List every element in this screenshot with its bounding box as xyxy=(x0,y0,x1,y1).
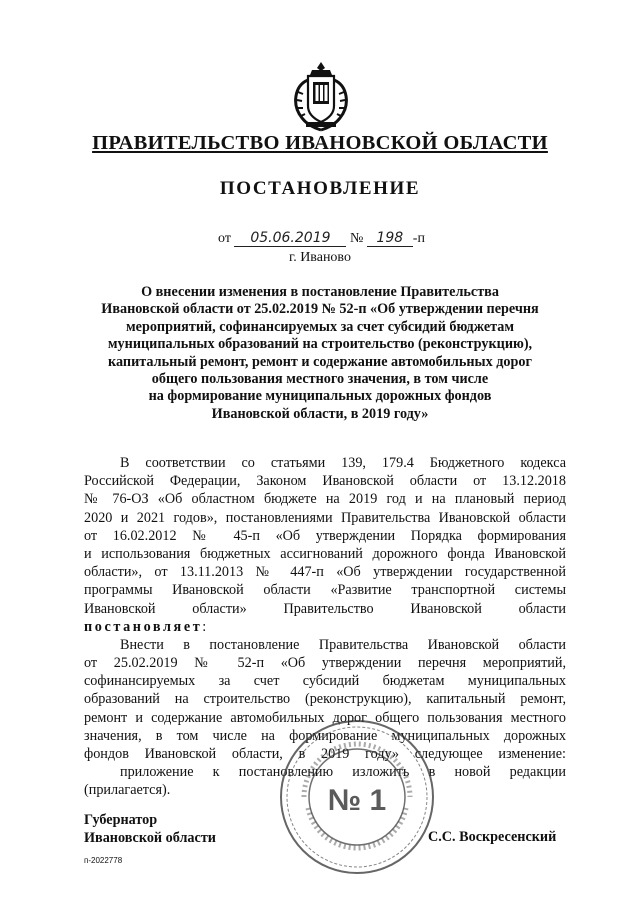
document-kind: ПОСТАНОВЛЕНИЕ xyxy=(219,178,421,199)
body-line: Ивановской области» Правительство Ивановской области xyxy=(84,600,566,617)
date-prefix: от xyxy=(218,231,231,246)
subject-line: муниципальных образований на строительство (реконструкцию), xyxy=(107,336,533,353)
body-line: В соответствии со статьями 139, 179.4 Бюджетного кодекса xyxy=(120,455,566,471)
organization-title: ПРАВИТЕЛЬСТВО ИВАНОВСКОЙ ОБЛАСТИ xyxy=(92,132,548,154)
subject-line: Ивановской области, в 2019 году» xyxy=(211,405,429,422)
document-date: 05.06.2019 xyxy=(234,231,346,247)
signatory-name: С.С. Воскресенский xyxy=(428,829,557,845)
body-line: софинансируемых за счет субсидий бюджетам муниципальных xyxy=(84,673,566,690)
resolves-colon: : xyxy=(202,618,207,635)
body-line: № 76-ОЗ «Об областном бюджете на 2019 год и на плановый период xyxy=(84,491,566,508)
subject-line: О внесении изменения в постановление Правительства xyxy=(141,284,499,300)
document-number: 198 xyxy=(367,231,413,247)
subject-title xyxy=(80,284,560,423)
body-line: от 16.02.2012 № 45-п «Об утверждении Порядка формирования xyxy=(84,527,566,544)
subject-line: мероприятий, софинансируемых за счет субсидий бюджетам xyxy=(125,318,515,335)
body-line: образований на строительство (реконструкцию), капитальный ремонт, xyxy=(84,691,566,708)
signatory-title-line: Ивановской области xyxy=(84,830,216,846)
signatory-title xyxy=(84,811,216,847)
body-line: значения, в том числе на формирование муниципальных дорожных xyxy=(84,727,566,744)
body-line: Внести в постановление Правительства Ивановской области xyxy=(120,636,566,653)
body-line: фондов Ивановской области, в 2019 году» следующее изменение: xyxy=(84,746,566,762)
subject-line: общего пользования местного значения, в том числе xyxy=(151,371,489,388)
body-line: приложение к постановлению изложить в новой редакции xyxy=(120,764,566,781)
body-line: программы Ивановской области «Развитие транспортной системы xyxy=(84,582,566,599)
body-line: и использования бюджетных ассигнований дорожного фонда Ивановской xyxy=(84,545,566,562)
date-number-line xyxy=(218,231,425,247)
body-line: 2020 и 2021 годов», постановлениями Правительства Ивановской области xyxy=(84,509,566,526)
body-line: от 25.02.2019 № 52-п «Об утверждении перечня мероприятий, xyxy=(84,655,566,672)
number-suffix: -п xyxy=(412,231,425,246)
stamp-center-text: № 1 xyxy=(327,784,387,817)
subject-line: на формирование муниципальных дорожных фондов xyxy=(148,388,492,405)
body-line: ремонт и содержание автомобильных дорог общего пользования местного xyxy=(84,709,566,726)
document-body xyxy=(84,454,566,800)
body-line: области», от 13.11.2013 № 447-п «Об утверждении государственной xyxy=(84,564,566,581)
resolves-line xyxy=(84,618,566,636)
body-line: (прилагается). xyxy=(84,782,171,799)
city: г. Иваново xyxy=(289,250,351,265)
resolves-word: постановляет xyxy=(84,618,203,635)
subject-line: капитальный ремонт, ремонт и содержание автомобильных дорог xyxy=(108,353,532,370)
body-line: Российской Федерации, Законом Ивановской области от 13.12.2018 xyxy=(84,473,566,490)
signatory-title-line: Губернатор xyxy=(84,812,158,828)
number-label: № xyxy=(349,231,364,246)
document-registration-number: п-2022778 xyxy=(84,856,123,865)
coat-of-arms-emblem xyxy=(290,60,352,132)
subject-line: Ивановской области от 25.02.2019 № 52-п «Об утверждении перечня xyxy=(101,301,539,318)
